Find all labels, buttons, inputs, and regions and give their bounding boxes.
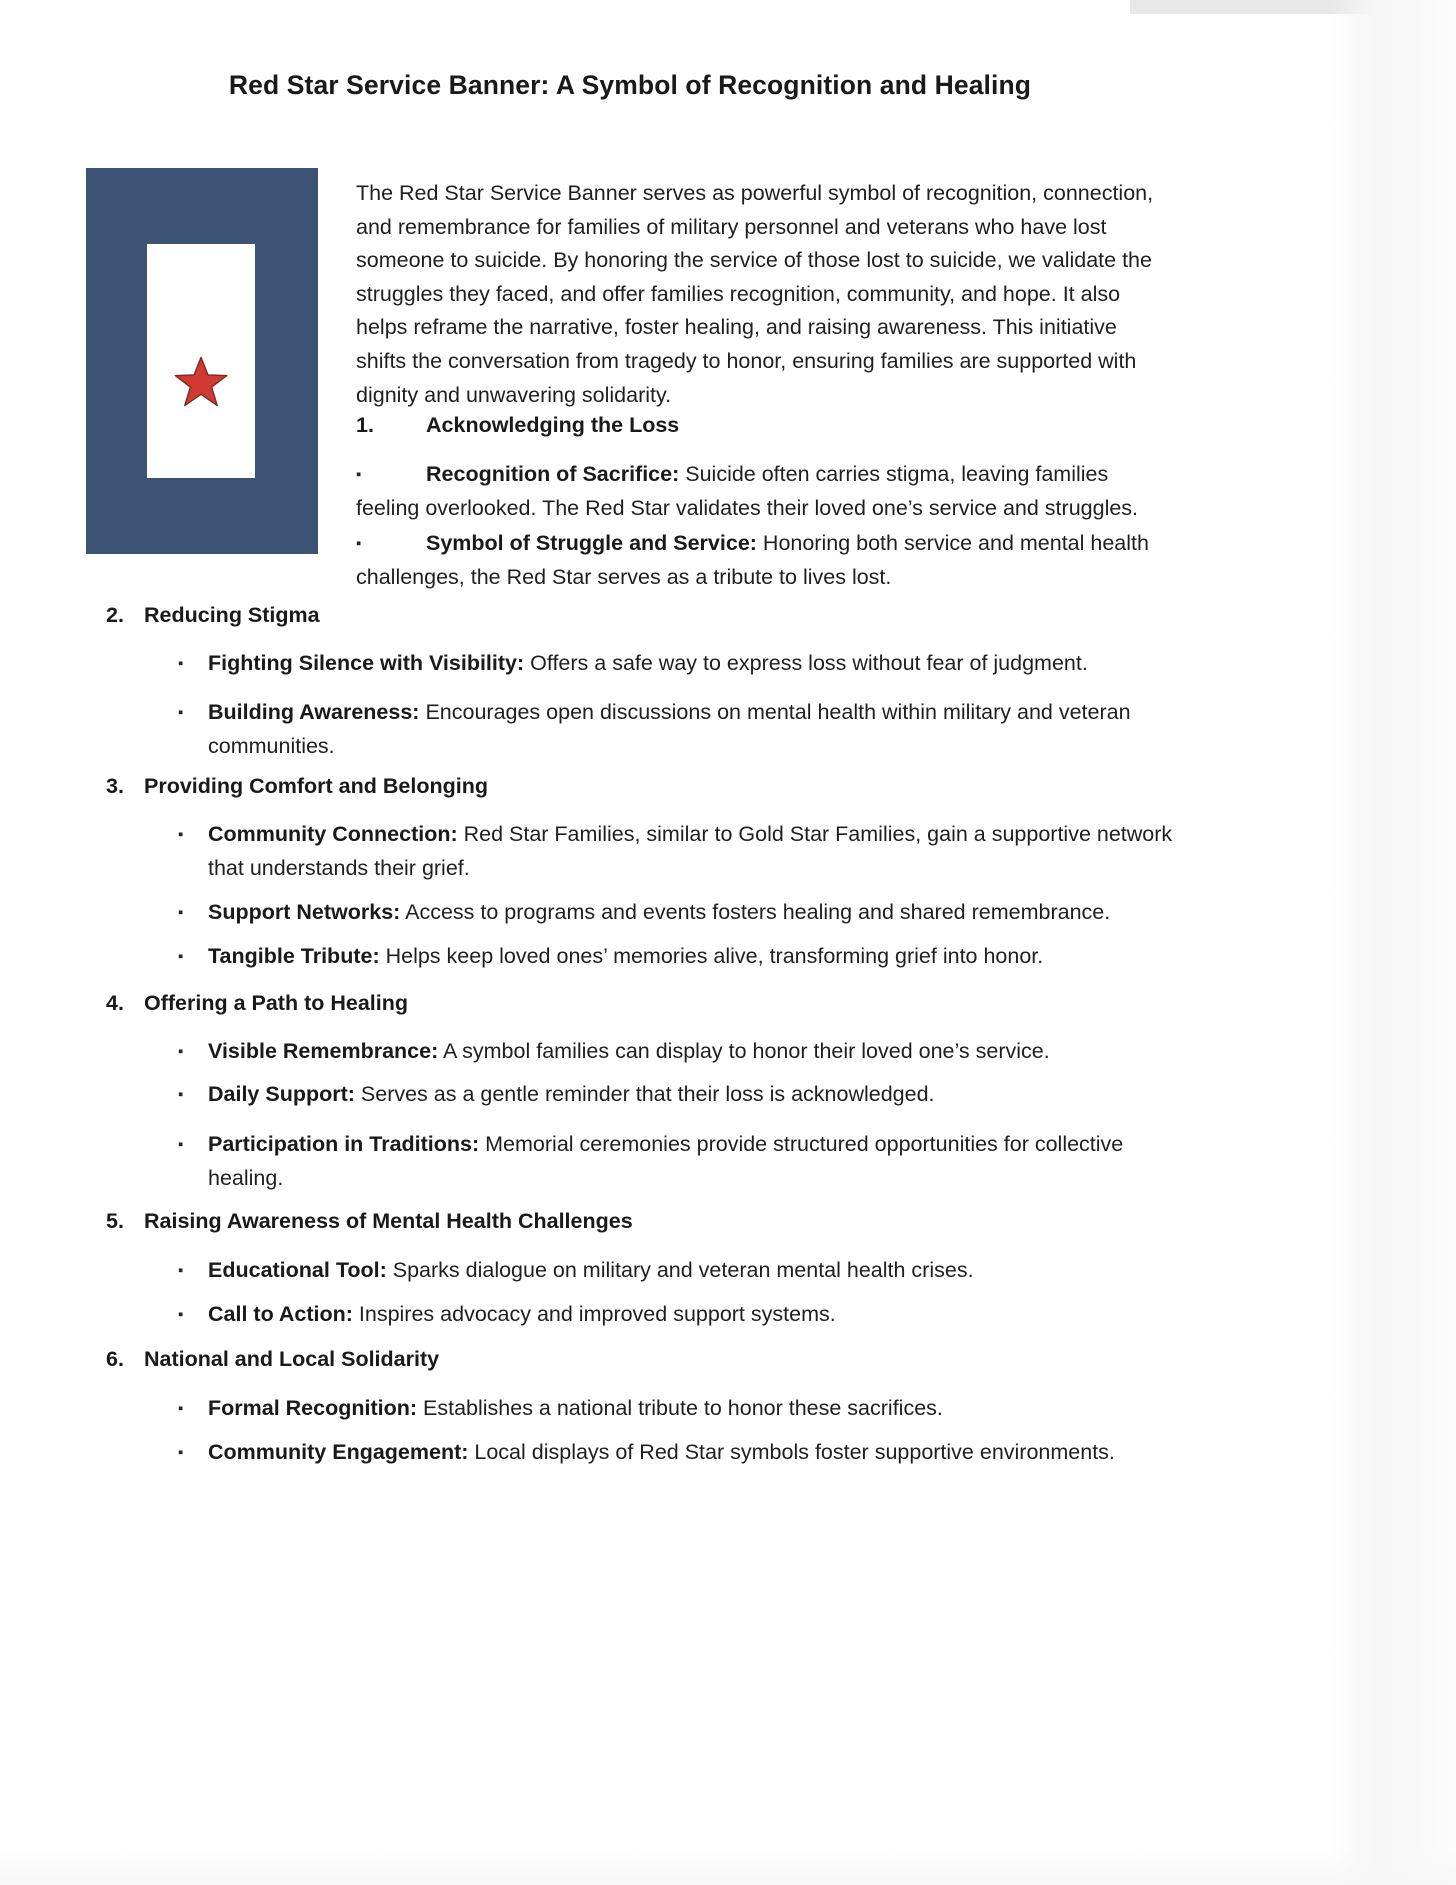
section-title-2: Reducing Stigma — [144, 603, 320, 627]
scan-artifact-right — [1330, 0, 1456, 1885]
bullet-3-3 — [178, 940, 1178, 974]
square-bullet-icon: ▪ — [178, 826, 184, 843]
bullet-1-1 — [356, 458, 1168, 525]
bullet-lead: Educational Tool: — [208, 1258, 387, 1282]
bullet-1-2 — [356, 527, 1168, 594]
section-number-1: 1. — [356, 413, 374, 437]
bullet-4-2 — [178, 1078, 1178, 1112]
square-bullet-icon: ▪ — [178, 948, 184, 965]
bullet-body: Encourages open discussions on mental health within military and veteran communities. — [208, 700, 1131, 758]
bullet-body: Inspires advocacy and improved support systems. — [352, 1302, 836, 1326]
section-heading-1 — [356, 409, 1168, 443]
page-title: Red Star Service Banner: A Symbol of Recognition and Healing — [228, 70, 1032, 100]
section-number-2: 2. — [106, 603, 124, 627]
scan-artifact-top — [1130, 0, 1456, 14]
square-bullet-icon: ▪ — [178, 1400, 184, 1417]
bullet-body: Memorial ceremonies provide structured opportunities for collective healing. — [208, 1132, 1124, 1190]
bullet-lead: Call to Action: — [208, 1302, 353, 1326]
bullet-6-1 — [178, 1392, 1178, 1426]
square-bullet-icon: ▪ — [178, 1444, 184, 1461]
bullet-body: Suicide often carries stigma, leaving families feeling overlooked. The Red Star validates their loved one’s service and struggles. — [356, 462, 1139, 520]
bullet-lead: Visible Remembrance: — [208, 1039, 439, 1063]
bullet-body: Serves as a gentle reminder that their loss is acknowledged. — [354, 1082, 935, 1106]
bullet-body: Establishes a national tribute to honor these sacrifices. — [417, 1396, 943, 1420]
square-bullet-icon: ▪ — [178, 704, 184, 721]
square-bullet-icon: ▪ — [178, 1262, 184, 1279]
section-number-4: 4. — [106, 991, 124, 1015]
section-title-4: Offering a Path to Healing — [144, 991, 408, 1015]
bullet-lead: Tangible Tribute: — [208, 944, 380, 968]
section-heading-5 — [106, 1205, 1176, 1239]
section-title-5: Raising Awareness of Mental Health Challenges — [144, 1209, 633, 1233]
bullet-4-1 — [178, 1035, 1178, 1069]
bullet-body: Red Star Families, similar to Gold Star Families, gain a supportive network that understands their grief. — [208, 822, 1173, 880]
bullet-4-3 — [178, 1128, 1178, 1195]
bullet-lead: Recognition of Sacrifice: — [426, 462, 680, 486]
square-bullet-icon: ▪ — [178, 1136, 184, 1153]
scan-artifact-bottom — [0, 1849, 1456, 1885]
bullet-body: Access to programs and events fosters healing and shared remembrance. — [400, 900, 1111, 924]
bullet-lead: Community Engagement: — [208, 1440, 469, 1464]
square-bullet-icon: ▪ — [178, 1306, 184, 1323]
bullet-3-2 — [178, 896, 1178, 930]
bullet-lead: Community Connection: — [208, 822, 458, 846]
bullet-5-1 — [178, 1254, 1178, 1288]
section-title-3: Providing Comfort and Belonging — [144, 774, 488, 798]
red-star-icon — [173, 354, 229, 410]
bullet-body: Offers a safe way to express loss without fear of judgment. — [524, 651, 1088, 675]
bullet-lead: Building Awareness: — [208, 700, 420, 724]
bullet-body: Sparks dialogue on military and veteran mental health crises. — [386, 1258, 974, 1282]
section-heading-3 — [106, 770, 1176, 804]
bullet-body: A symbol families can display to honor their loved one’s service. — [438, 1039, 1050, 1063]
bullet-body: Honoring both service and mental health challenges, the Red Star serves as a tribute to lives lost. — [356, 531, 1149, 589]
square-bullet-icon: ▪ — [356, 466, 362, 483]
section-number-3: 3. — [106, 774, 124, 798]
square-bullet-icon: ▪ — [178, 655, 184, 672]
bullet-5-2 — [178, 1298, 1178, 1332]
section-heading-2 — [106, 599, 1176, 633]
banner-white-field — [147, 244, 255, 478]
square-bullet-icon: ▪ — [178, 904, 184, 921]
square-bullet-icon: ▪ — [178, 1086, 184, 1103]
section-title-6: National and Local Solidarity — [144, 1347, 440, 1371]
bullet-lead: Formal Recognition: — [208, 1396, 418, 1420]
bullet-3-1 — [178, 818, 1178, 885]
bullet-lead: Fighting Silence with Visibility: — [208, 651, 525, 675]
bullet-6-2 — [178, 1436, 1178, 1470]
square-bullet-icon: ▪ — [356, 535, 362, 552]
bullet-lead: Participation in Traditions: — [208, 1132, 480, 1156]
section-number-5: 5. — [106, 1209, 124, 1233]
bullet-body: Local displays of Red Star symbols foster supportive environments. — [468, 1440, 1115, 1464]
section-title-1: Acknowledging the Loss — [426, 413, 680, 437]
section-number-6: 6. — [106, 1347, 124, 1371]
square-bullet-icon: ▪ — [178, 1043, 184, 1060]
red-star-service-banner-image — [86, 168, 318, 554]
section-heading-6 — [106, 1343, 1176, 1377]
bullet-2-1 — [178, 647, 1178, 681]
bullet-lead: Symbol of Struggle and Service: — [426, 531, 757, 555]
bullet-lead: Daily Support: — [208, 1082, 355, 1106]
bullet-lead: Support Networks: — [208, 900, 401, 924]
bullet-2-2 — [178, 696, 1178, 763]
intro-paragraph: The Red Star Service Banner serves as powerful symbol of recognition, connection, and remembrance for families of military personnel and veterans who have lost someone to suicide. By honoring the service of those lost to suicide, we validate the struggles they faced, and offer families recognition, community, and hope. It also helps reframe the narrative, foster healing, and raising awareness. This initiative shifts the conversation from tragedy to honor, ensuring families are supported with dignity and unwavering solidarity. — [356, 181, 1154, 407]
section-heading-4 — [106, 987, 1176, 1021]
bullet-body: Helps keep loved ones’ memories alive, transforming grief into honor. — [379, 944, 1044, 968]
